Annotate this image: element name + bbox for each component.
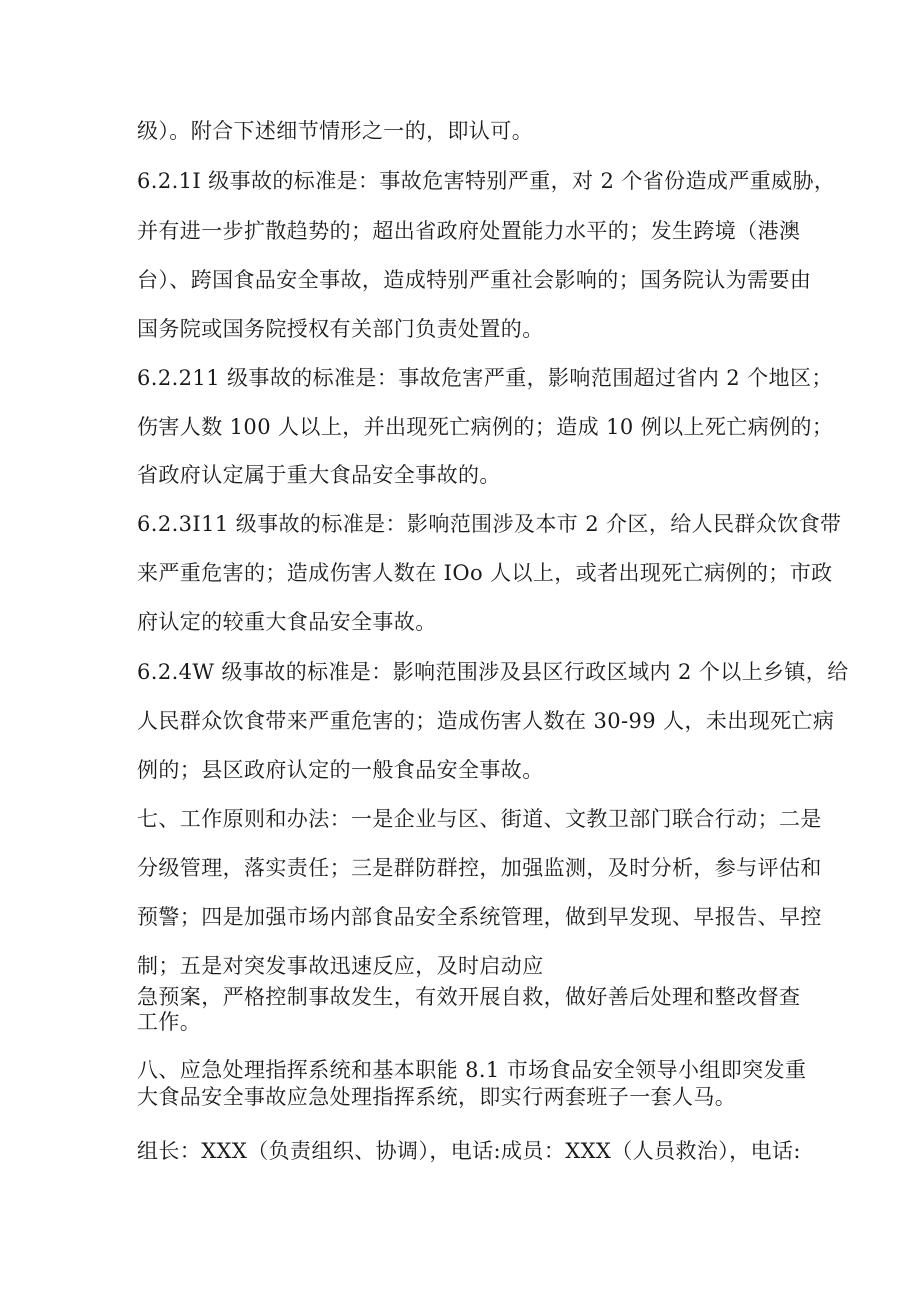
text-line-14: 例的；县区政府认定的一般食品安全事故。 (137, 758, 544, 782)
text-line-7: 伤害人数 100 人以上，并出现死亡病例的；造成 10 例以上死亡病例的； (137, 415, 834, 439)
text-line-18: 制；五是对突发事故迅速反应，及时启动应 (137, 954, 544, 978)
text-line-12: 6.2.4W 级事故的标准是：影响范围涉及县区行政区域内 2 个以上乡镇，给 (137, 660, 849, 684)
text-line-19: 急预案，严格控制事故发生，有效开展自救，做好善后处理和整改督查 (137, 985, 801, 1009)
text-line-16: 分级管理，落实责任；三是群防群控，加强监测，及时分析，参与评估和 (137, 856, 822, 880)
text-line-1: 级）。附合下述细节情形之一的，即认可。 (137, 119, 534, 143)
text-line-5: 国务院或国务院授权有关部门负责处置的。 (137, 317, 544, 341)
text-line-21: 八、应急处理指挥系统和基本职能 8.1 市场食品安全领导小组即突发重 (137, 1058, 807, 1082)
text-line-17: 预警；四是加强市场内部食品安全系统管理，做到早发现、早报告、早控 (137, 905, 822, 929)
text-line-3: 并有进一步扩散趋势的；超出省政府处置能力水平的；发生跨境（港澳 (137, 219, 801, 243)
text-line-2: 6.2.1I 级事故的标准是：事故危害特别严重，对 2 个省份造成严重威胁， (137, 169, 836, 193)
text-line-22: 大食品安全事故应急处理指挥系统，即实行两套班子一套人马。 (137, 1085, 737, 1109)
text-line-15: 七、工作原则和办法：一是企业与区、街道、文教卫部门联合行动；二是 (137, 807, 822, 831)
text-line-6: 6.2.211 级事故的标准是：事故危害严重，影响范围超过省内 2 个地区； (137, 366, 833, 390)
text-line-10: 来严重危害的；造成伤害人数在 IOo 人以上，或者出现死亡病例的；市政 (137, 561, 833, 585)
text-line-4: 台）、跨国食品安全事故，造成特别严重社会影响的；国务院认为需要由 (137, 268, 812, 292)
text-line-20: 工作。 (137, 1010, 202, 1034)
text-line-11: 府认定的较重大食品安全事故。 (137, 610, 437, 634)
text-line-9: 6.2.3I11 级事故的标准是：影响范围涉及本市 2 介区，给人民群众饮食带 (137, 512, 842, 536)
text-line-13: 人民群众饮食带来严重危害的；造成伤害人数在 30-99 人，未出现死亡病 (137, 709, 835, 733)
text-line-23: 组长：XXX（负责组织、协调），电话:成员：XXX（人员救治），电话: (137, 1139, 801, 1163)
text-line-8: 省政府认定属于重大食品安全事故的。 (137, 463, 501, 487)
